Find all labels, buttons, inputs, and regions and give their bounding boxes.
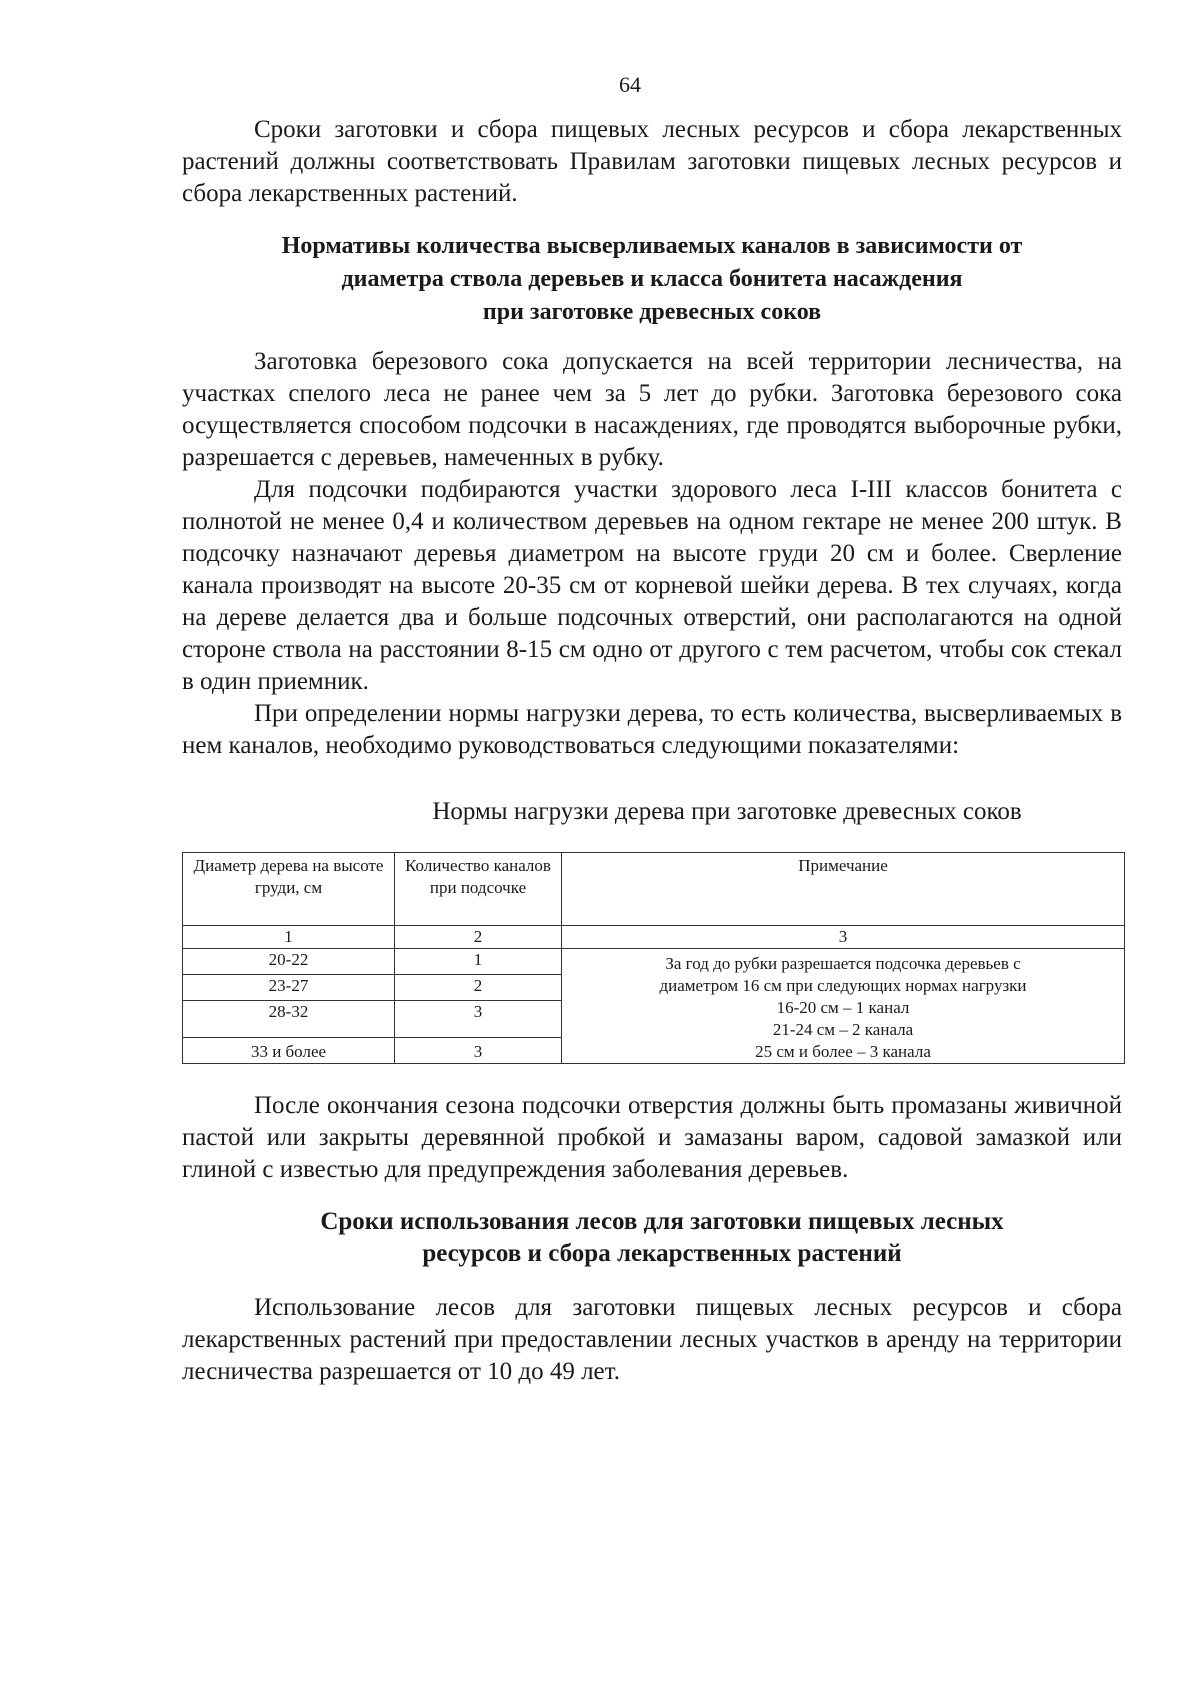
table-row (183, 949, 1125, 975)
note-line: 25 см и более – 3 канала (755, 1042, 931, 1061)
note-line: За год до рубки разрешается подсочка деревьев с (665, 954, 1021, 973)
page-number: 64 (619, 72, 641, 97)
section1-paragraph-2: Для подсочки подбираются участки здорового леса I-III классов бонитета с полнотой не менее 0,4 и количеством деревьев на одном гектаре не менее 200 штук. В подсочку назначают деревья диаметром на высоте груди 20 см и более. Сверление канала производят на высоте 20-35 см от корневой шейки дерева. В тех случаях, когда на дереве делается два и больше подсочных отверстий, они располагаются на одной стороне ствола на расстоянии 8-15 см одно от другого с тем расчетом, чтобы сок стекал в один приемник. (182, 476, 1122, 695)
section1-title-line2: диаметра ствола деревьев и класса бонитета насаждения (341, 266, 963, 292)
section2-body (182, 1292, 1122, 1388)
section2-title-line2: ресурсов и сбора лекарственных растений (422, 1240, 902, 1267)
section2-title (182, 1206, 1122, 1270)
header-note: Примечание (562, 853, 1125, 926)
note-line: 16-20 см – 1 канал (776, 998, 910, 1017)
norms-table-block (182, 852, 1122, 1064)
cell-note (562, 949, 1125, 1064)
after-table-block (182, 1090, 1122, 1186)
norms-table (182, 852, 1125, 1064)
section1-body (182, 346, 1122, 762)
column-number: 3 (562, 926, 1125, 949)
section2-title-line1: Сроки использования лесов для заготовки пищевых лесных (320, 1208, 1004, 1235)
note-line: диаметром 16 см при следующих нормах нагрузки (659, 976, 1027, 995)
column-number: 1 (183, 926, 395, 949)
cell-diameter: 33 и более (183, 1038, 395, 1064)
cell-channels: 2 (395, 974, 562, 1000)
cell-channels: 3 (395, 1000, 562, 1037)
section1-title (182, 230, 1122, 329)
intro-paragraph: Сроки заготовки и сбора пищевых лесных ресурсов и сбора лекарственных растений должны соответствовать Правилам заготовки пищевых лесных ресурсов и сбора лекарственных растений. (182, 116, 1122, 207)
note-line: 21-24 см – 2 канала (772, 1020, 914, 1039)
cell-channels: 1 (395, 949, 562, 975)
section1-paragraph-1: Заготовка березового сока допускается на всей территории лесничества, на участках спелого леса не ранее чем за 5 лет до рубки. Заготовка березового сока осуществляется способом подсочки в насаждениях, где проводятся выборочные рубки, разрешается с деревьев, намеченных в рубку. (182, 348, 1122, 471)
section1-title-line1: Нормативы количества высверливаемых каналов в зависимости от (281, 233, 1023, 259)
intro-block (182, 114, 1122, 210)
cell-channels: 3 (395, 1038, 562, 1064)
section1-paragraph-3: При определении нормы нагрузки дерева, то есть количества, высверливаемых в нем каналов, необходимо руководствоваться следующими показателями: (182, 700, 1122, 759)
table-caption-block (182, 796, 1122, 828)
after-table-paragraph: После окончания сезона подсочки отверстия должны быть промазаны живичной пастой или закрыты деревянной пробкой и замазаны варом, садовой замазкой или глиной с известью для предупреждения заболевания деревьев. (182, 1092, 1122, 1183)
table-caption: Нормы нагрузки дерева при заготовке древесных соков (432, 798, 1022, 825)
cell-diameter: 23-27 (183, 974, 395, 1000)
table-column-numbers-row (183, 926, 1125, 949)
table-header-row (183, 853, 1125, 926)
cell-diameter: 20-22 (183, 949, 395, 975)
section1-title-line3: при заготовке древесных соков (482, 299, 822, 325)
header-diameter: Диаметр дерева на высоте груди, см (183, 853, 395, 926)
cell-diameter: 28-32 (183, 1000, 395, 1037)
column-number: 2 (395, 926, 562, 949)
section2-paragraph: Использование лесов для заготовки пищевых лесных ресурсов и сбора лекарственных растений при предоставлении лесных участков в аренду на территории лесничества разрешается от 10 до 49 лет. (182, 1294, 1122, 1385)
header-channels: Количество каналов при подсочке (395, 853, 562, 926)
